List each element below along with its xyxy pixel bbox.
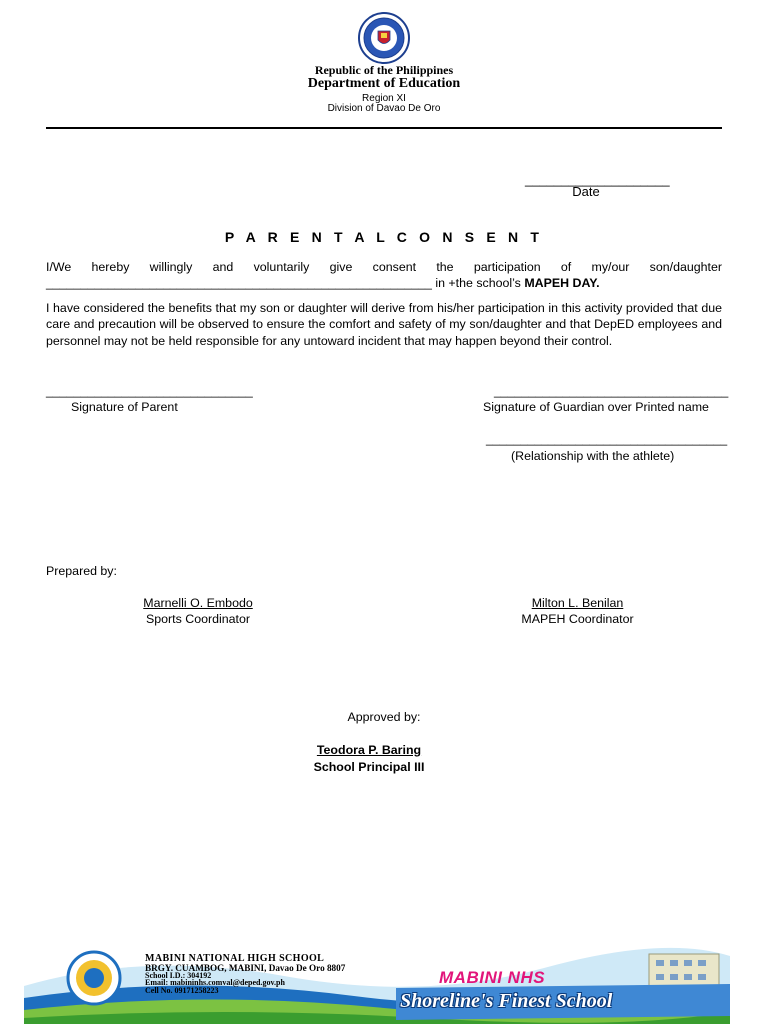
school-name: MABINI NATIONAL HIGH SCHOOL bbox=[145, 953, 325, 964]
event-name: MAPEH DAY. bbox=[524, 276, 600, 291]
student-name-blank: ________________________________________________________ bbox=[46, 276, 432, 291]
preparer-2-name: Milton L. Benilan bbox=[531, 596, 624, 610]
guardian-signature-line: __________________________________ bbox=[494, 384, 729, 398]
preparer-1-title: Sports Coordinator bbox=[146, 612, 250, 626]
approved-by-label: Approved by: bbox=[347, 710, 421, 724]
school-email: Email: mabininhs.comval@deped.gov.ph bbox=[145, 978, 285, 987]
consent-line-1: I/We hereby willingly and voluntarily give consent the participation of my/our son/daughter bbox=[46, 260, 722, 274]
mabini-nhs-logo: MABINI NHS bbox=[439, 968, 546, 987]
school-id: School I.D.: 304192 bbox=[145, 971, 212, 980]
header-rule bbox=[46, 127, 722, 129]
benefits-paragraph: I have considered the benefits that my son or daughter will derive from his/her participation in this activity provided that due care and precaution will be observed to ensure the comfort and safety of my son/daughter and that DepED employees and personnel may not be held responsible for any untoward incident that may happen beyond their control. bbox=[46, 301, 722, 348]
consent-rest: in +the school’s bbox=[431, 276, 525, 291]
republic-text: Republic of the Philippines bbox=[314, 63, 454, 77]
approver-title: School Principal III bbox=[313, 760, 425, 774]
date-label: Date bbox=[572, 184, 600, 199]
preparer-1-name: Marnelli O. Embodo bbox=[143, 596, 253, 610]
school-tagline: Shoreline's Finest School bbox=[400, 990, 613, 1012]
relationship-label: (Relationship with the athlete) bbox=[511, 449, 675, 463]
school-cell: Cell No. 09171258223 bbox=[145, 986, 219, 995]
parent-signature-line: ______________________________ bbox=[46, 384, 253, 398]
division-text: Division of Davao De Oro bbox=[327, 103, 441, 114]
consent-line-2 bbox=[46, 275, 722, 291]
document-title: P A R E N T A L C O N S E N T bbox=[224, 229, 544, 245]
deped-seal-icon bbox=[348, 12, 420, 64]
date-line: ____________________ bbox=[525, 172, 670, 187]
relationship-line: ___________________________________ bbox=[486, 432, 728, 446]
department-title: Department of Education bbox=[307, 76, 461, 91]
school-address: BRGY. CUAMBOG, MABINI, Davao De Oro 8807 bbox=[145, 963, 346, 973]
parent-signature-label: Signature of Parent bbox=[71, 400, 178, 414]
region-text: Region XI bbox=[362, 93, 406, 104]
guardian-signature-label: Signature of Guardian over Printed name bbox=[483, 400, 709, 414]
prepared-by-label: Prepared by: bbox=[46, 564, 117, 578]
consent-paragraph bbox=[46, 259, 722, 292]
approver-name: Teodora P. Baring bbox=[316, 743, 422, 757]
preparer-2-title: MAPEH Coordinator bbox=[521, 612, 634, 626]
school-banner bbox=[24, 946, 730, 1024]
